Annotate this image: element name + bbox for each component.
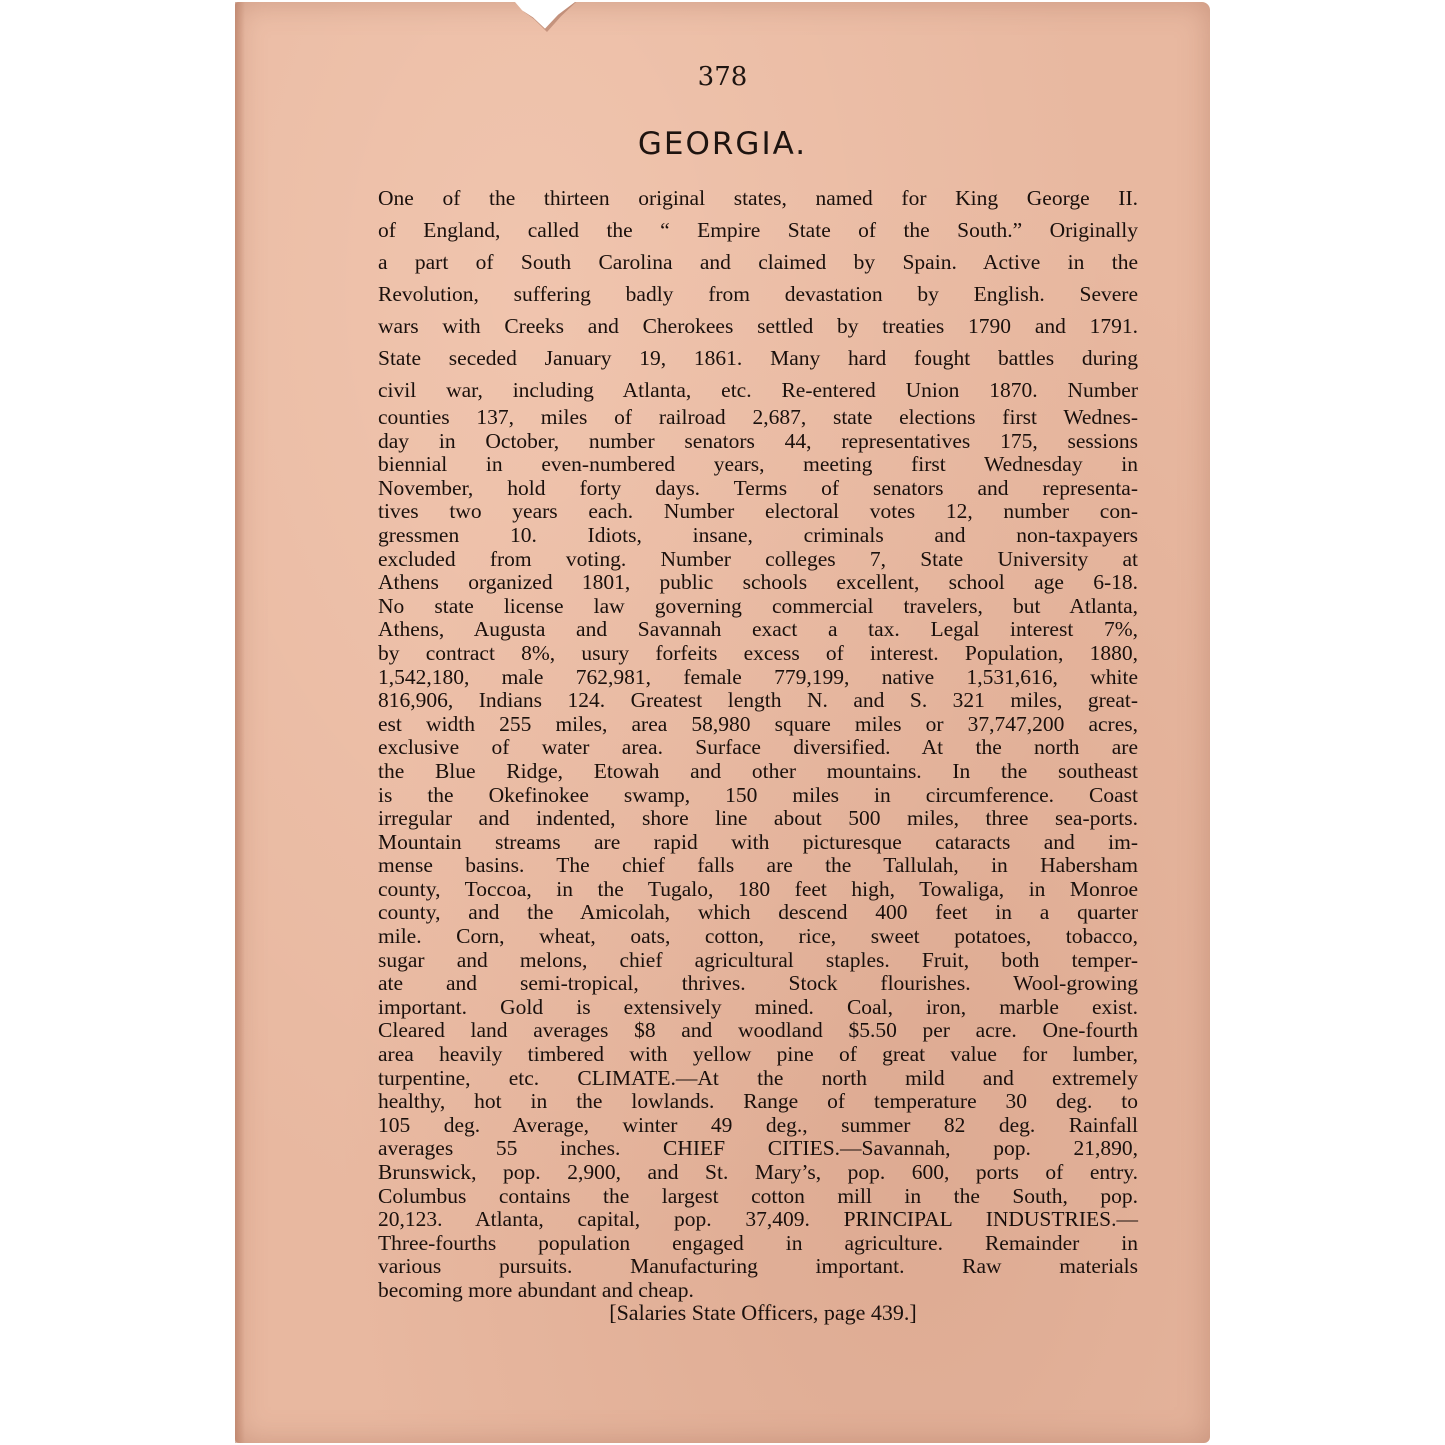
text-line: the Blue Ridge, Etowah and other mountains. In the southeast xyxy=(378,758,1138,783)
text-line: No state license law governing commercial travelers, but Atlanta, xyxy=(378,593,1138,618)
text-line: sugar and melons, chief agricultural staples. Fruit, both temper- xyxy=(378,947,1138,972)
text-line: est width 255 miles, area 58,980 square miles or 37,747,200 acres, xyxy=(378,711,1138,736)
text-line: biennial in even-numbered years, meeting first Wednesday in xyxy=(378,452,1138,477)
text-line: Cleared land averages $8 and woodland $5.50 per acre. One-fourth xyxy=(378,1018,1138,1043)
text-line: Three-fourths population engaged in agriculture. Remainder in xyxy=(378,1230,1138,1255)
text-line: important. Gold is extensively mined. Coal, iron, marble exist. xyxy=(378,994,1138,1019)
text-line: counties 137, miles of railroad 2,687, state elections first Wednes- xyxy=(378,405,1138,429)
text-line: is the Okefinokee swamp, 150 miles in circumference. Coast xyxy=(378,782,1138,807)
text-line: of England, called the “ Empire State of the South.” Originally xyxy=(378,218,1138,242)
text-line: civil war, including Atlanta, etc. Re-entered Union 1870. Number xyxy=(378,378,1138,402)
text-line: Revolution, suffering badly from devastation by English. Severe xyxy=(378,282,1138,306)
text-line: ate and semi-tropical, thrives. Stock flourishes. Wool-growing xyxy=(378,971,1138,996)
text-line: becoming more abundant and cheap. xyxy=(378,1277,694,1302)
text-line: county, and the Amicolah, which descend 400 feet in a quarter xyxy=(378,900,1138,925)
text-line: Brunswick, pop. 2,900, and St. Mary’s, pop. 600, ports of entry. xyxy=(378,1160,1138,1184)
text-line: excluded from voting. Number colleges 7, State University at xyxy=(378,546,1138,571)
text-line: a part of South Carolina and claimed by Spain. Active in the xyxy=(378,250,1138,274)
text-line: Columbus contains the largest cotton mill in the South, pop. xyxy=(378,1183,1138,1208)
text-line: county, Toccoa, in the Tugalo, 180 feet high, Towaliga, in Monroe xyxy=(378,876,1138,901)
text-line: 20,123. Atlanta, capital, pop. 37,409. PRINCIPAL INDUSTRIES.— xyxy=(378,1207,1138,1232)
text-line: healthy, hot in the lowlands. Range of temperature 30 deg. to xyxy=(378,1089,1138,1114)
text-line: various pursuits. Manufacturing important. Raw materials xyxy=(378,1254,1138,1279)
page-tear xyxy=(515,2,575,30)
text-line: State seceded January 19, 1861. Many hard fought battles during xyxy=(378,346,1138,370)
text-line: day in October, number senators 44, representatives 175, sessions xyxy=(378,428,1138,453)
text-line: turpentine, etc. CLIMATE.—At the north mild and extremely xyxy=(378,1065,1138,1090)
text-line: mile. Corn, wheat, oats, cotton, rice, sweet potatoes, tobacco, xyxy=(378,924,1138,949)
page-left-edge xyxy=(235,2,245,1443)
text-line: by contract 8%, usury forfeits excess of interest. Population, 1880, xyxy=(378,640,1138,665)
book-page xyxy=(235,2,1210,1443)
text-line: mense basins. The chief falls are the Tallulah, in Habersham xyxy=(378,853,1138,878)
text-line: tives two years each. Number electoral votes 12, number con- xyxy=(378,499,1138,524)
text-line: Athens organized 1801, public schools excellent, school age 6-18. xyxy=(378,570,1138,595)
text-line: 105 deg. Average, winter 49 deg., summer 82 deg. Rainfall xyxy=(378,1112,1138,1137)
text-line: One of the thirteen original states, named for King George II. xyxy=(378,186,1138,210)
page-title: GEORGIA. xyxy=(637,126,808,162)
page-number: 378 xyxy=(697,62,748,92)
text-line: wars with Creeks and Cherokees settled by treaties 1790 and 1791. xyxy=(378,314,1138,338)
body-text xyxy=(378,182,1138,1303)
text-line: 1,542,180, male 762,981, female 779,199, native 1,531,616, white xyxy=(378,664,1138,689)
text-line: 816,906, Indians 124. Greatest length N. and S. 321 miles, great- xyxy=(378,688,1138,713)
text-line: Athens, Augusta and Savannah exact a tax. Legal interest 7%, xyxy=(378,617,1138,642)
text-line: averages 55 inches. CHIEF CITIES.—Savannah, pop. 21,890, xyxy=(378,1136,1138,1161)
text-line: November, hold forty days. Terms of senators and representa- xyxy=(378,475,1138,500)
page-footer-note: [Salaries State Officers, page 439.] xyxy=(609,1300,917,1325)
text-line: exclusive of water area. Surface diversified. At the north are xyxy=(378,735,1138,760)
text-line: irregular and indented, shore line about 500 miles, three sea-ports. xyxy=(378,806,1138,831)
text-line: gressmen 10. Idiots, insane, criminals and non-taxpayers xyxy=(378,522,1138,547)
text-line: area heavily timbered with yellow pine of great value for lumber, xyxy=(378,1042,1138,1067)
text-line: Mountain streams are rapid with picturesque cataracts and im- xyxy=(378,829,1138,854)
